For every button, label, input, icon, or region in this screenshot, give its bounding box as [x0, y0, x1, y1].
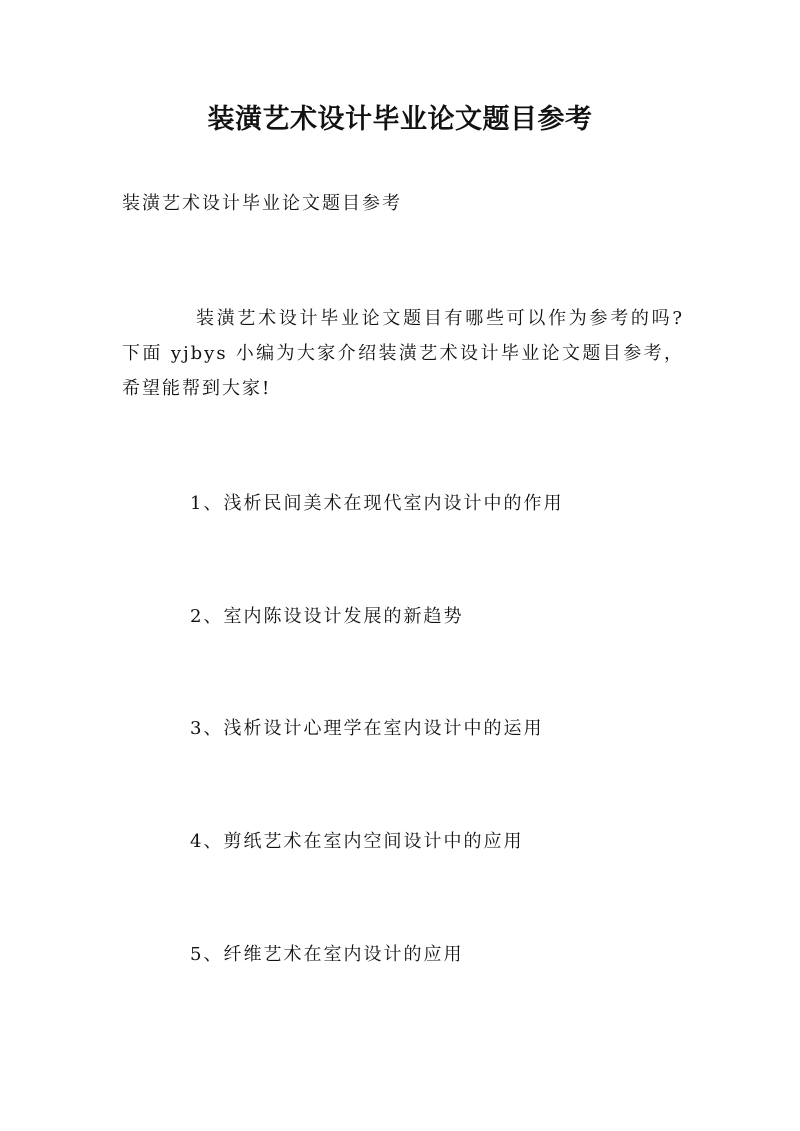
page-title: 装潢艺术设计毕业论文题目参考 — [207, 104, 593, 135]
topic-item: 4、剪纸艺术在室内空间设计中的应用 — [190, 831, 524, 852]
topic-item: 3、浅析设计心理学在室内设计中的运用 — [190, 718, 544, 739]
intro-paragraph: 装潢艺术设计毕业论文题目有哪些可以作为参考的吗?下面 yjbys 小编为大家介绍装潢艺术设计毕业论文题目参考，希望能帮到大家! — [122, 308, 684, 399]
topic-item: 2、室内陈设设计发展的新趋势 — [190, 606, 464, 627]
page-subtitle: 装潢艺术设计毕业论文题目参考 — [122, 193, 402, 214]
topic-item: 1、浅析民间美术在现代室内设计中的作用 — [190, 493, 564, 514]
topic-item: 5、纤维艺术在室内设计的应用 — [190, 944, 464, 965]
